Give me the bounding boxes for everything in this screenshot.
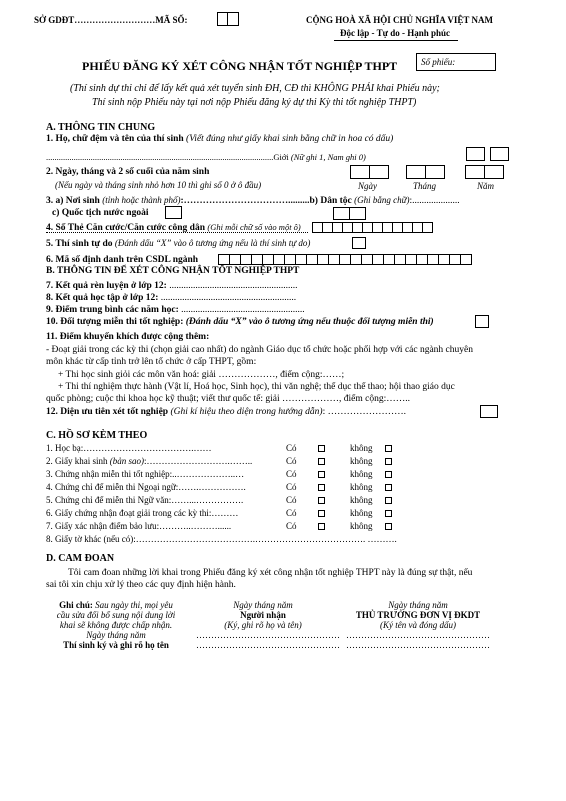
q11-label: 11. Điểm khuyến khích được cộng thêm: xyxy=(46,332,210,342)
nguoi-nhan-date-line: Ngày tháng năm xyxy=(233,600,293,610)
birth-day-box-1[interactable] xyxy=(350,165,370,179)
section-b-heading: B. THÔNG TIN ĐỂ XÉT CÔNG NHẬN TỐT NGHIỆP THPT xyxy=(46,266,300,276)
ghi-chu-block xyxy=(46,600,186,650)
khong-label-4: không xyxy=(350,482,373,492)
attachment-label: 5. Chứng chỉ để miễn thi Ngữ văn: xyxy=(46,495,172,505)
co-label-4: Có xyxy=(286,482,297,492)
q9-row xyxy=(46,305,305,315)
q5-label: 5. Thí sinh tự do xyxy=(46,239,113,249)
birth-year-box-2[interactable] xyxy=(484,165,504,179)
khong-checkbox-1[interactable] xyxy=(385,445,392,452)
q4-hint: (Ghi mỗi chữ số vào một ô) xyxy=(207,222,301,232)
q7-label: 7. Kết quả rèn luyện ở lớp 12: xyxy=(46,281,167,291)
ghi-chu-line-1: Sau ngày thi, mọi yêu xyxy=(95,600,173,610)
khong-checkbox-3[interactable] xyxy=(385,471,392,478)
q1-gender-hint: (Nữ ghi 1, Nam ghi 0) xyxy=(290,152,366,162)
q11-para-3: + Thi học sinh giỏi các môn văn hoá: giải ………………, điểm cộng:……; xyxy=(58,370,345,380)
gender-box-2[interactable] xyxy=(490,147,509,161)
cam-doan-para-1: Tôi cam đoan những lời khai trong Phiếu đăng ký xét công nhận tốt nghiệp THPT này là đúng sự thật, nếu xyxy=(68,568,473,578)
q3-row xyxy=(46,195,460,206)
so-phieu-label: Số phiếu: xyxy=(421,57,456,67)
khong-label-5: không xyxy=(350,495,373,505)
attachment-item-1 xyxy=(46,443,212,453)
nguoi-nhan-sign-line-2[interactable]: ………………………………………… xyxy=(196,640,340,650)
note-line-2: Thí sinh nộp Phiếu này tại nơi nộp Phiếu đăng ký dự thi Kỳ thi tốt nghiệp THPT) xyxy=(92,97,417,108)
attachment-item-6 xyxy=(46,508,238,518)
gender-box[interactable] xyxy=(466,147,485,161)
khong-label-6: không xyxy=(350,508,373,518)
note-line-1: (Thí sinh dự thi chỉ để lấy kết quả xét tuyển sinh ĐH, CĐ thì KHÔNG PHẢI khai Phiếu này; xyxy=(70,83,440,94)
khong-label-1: không xyxy=(350,443,373,453)
birth-year-box-1[interactable] xyxy=(465,165,485,179)
q5-row xyxy=(46,238,310,249)
attachment-hint: (bản sao) xyxy=(109,456,144,466)
section-c-heading: C. HỒ SƠ KÈM THEO xyxy=(46,430,148,441)
attachment-dots: ……………………………….…… xyxy=(83,443,212,453)
attachment-label: 7. Giấy xác nhận điểm bảo lưu: xyxy=(46,521,160,531)
q12-row xyxy=(46,407,406,417)
ghi-chu-line-3: khai sẽ không được chấp nhận. xyxy=(59,620,173,630)
nguoi-nhan-hint: (Ký, ghi rõ họ và tên) xyxy=(224,620,302,630)
attachment-label: 2. Giấy khai sinh xyxy=(46,456,108,466)
q11-para-5: quốc phòng; cuộc thi khoa học kỹ thuật; viết thư quốc tế: giải ………………, điểm cộng:…….. xyxy=(46,394,410,404)
birth-day-box-2[interactable] xyxy=(369,165,389,179)
dan-toc-box-2[interactable] xyxy=(349,207,366,220)
q10-row xyxy=(46,317,434,327)
q1-row xyxy=(46,134,393,144)
nguoi-nhan-sign-line-1[interactable]: ………………………………………… xyxy=(196,630,340,640)
motto-underline xyxy=(334,40,458,41)
q7-dots: ...................................................... xyxy=(166,281,298,291)
co-label-7: Có xyxy=(286,521,297,531)
motto: Độc lập - Tự do - Hạnh phúc xyxy=(340,28,451,38)
q3b-dots: :.................... xyxy=(409,196,460,206)
q1-name-line xyxy=(46,152,366,162)
q10-hint: (Đánh dấu “X” vào ô tương ứng nếu thuộc đối tượng miễn thi) xyxy=(185,317,434,327)
q2-month-label: Tháng xyxy=(413,181,437,191)
q8-label: 8. Kết quả học tập ở lớp 12: xyxy=(46,293,159,303)
khong-checkbox-7[interactable] xyxy=(385,523,392,530)
co-checkbox-2[interactable] xyxy=(318,458,325,465)
khong-label-7: không xyxy=(350,521,373,531)
co-label-5: Có xyxy=(286,495,297,505)
q4-label: 4. Số Thẻ Căn cước/Căn cước công dân xyxy=(46,223,205,233)
q1-label: 1. Họ, chữ đệm và tên của thí sinh xyxy=(46,134,184,144)
attachment-label: 4. Chứng chỉ để miễn thi Ngoại ngữ: xyxy=(46,482,179,492)
dan-toc-box-1[interactable] xyxy=(333,207,350,220)
birth-month-box-2[interactable] xyxy=(425,165,445,179)
attachment-label: 1. Học bạ: xyxy=(46,443,84,453)
q8-dots: ......................................................... xyxy=(158,293,297,303)
dien-uu-tien-box[interactable] xyxy=(480,405,498,418)
attachment-item-3 xyxy=(46,469,244,479)
thu-truong-sign-line-2[interactable]: ………………………………………… xyxy=(346,640,490,650)
attachment-item-4 xyxy=(46,482,246,492)
ma-so-box-2[interactable] xyxy=(227,12,239,26)
form-title: PHIẾU ĐĂNG KÝ XÉT CÔNG NHẬN TỐT NGHIỆP THPT xyxy=(82,59,398,73)
attachment-item-5 xyxy=(46,495,243,505)
khong-label-3: không xyxy=(350,469,373,479)
q9-label: 9. Điểm trung bình các năm học: xyxy=(46,305,179,315)
nguoi-nhan-label: Người nhận xyxy=(240,610,286,620)
co-checkbox-6[interactable] xyxy=(318,510,325,517)
thi-sinh-date-line: Ngày tháng năm xyxy=(86,630,146,640)
attachment-dots: ………..………...... xyxy=(159,521,232,531)
nguoi-nhan-block xyxy=(196,600,340,650)
thu-truong-date-line: Ngày tháng năm xyxy=(388,600,448,610)
attachment-item-2 xyxy=(46,456,252,466)
attachment-dots: ……… xyxy=(211,508,239,518)
q3-hint: (tỉnh hoặc thành phố) xyxy=(102,195,181,205)
q12-dots: : ……………………. xyxy=(322,407,406,417)
q4-underline xyxy=(46,232,308,233)
attachment-dots: …….……………. xyxy=(178,482,246,492)
q6-label: 6. Mã số định danh trên CSDL ngành xyxy=(46,255,199,265)
q11-para-4: + Thi thí nghiệm thực hành (Vật lí, Hoá học, Sinh học), thi văn nghệ; thể dục thể thao; hội thao giáo dục xyxy=(58,382,455,392)
co-checkbox-4[interactable] xyxy=(318,484,325,491)
attachment-dots: ……...……………. xyxy=(171,495,244,505)
thu-truong-hint: (Ký tên và đóng dấu) xyxy=(380,620,456,630)
mien-thi-box[interactable] xyxy=(475,315,489,328)
q5-hint: (Đánh dấu “X” vào ô tương ứng nếu là thí sinh tự do) xyxy=(114,238,311,248)
q8-row xyxy=(46,293,296,303)
ghi-chu-line-2: cầu sửa đổi bổ sung nội dung lời xyxy=(56,610,176,620)
co-label-6: Có xyxy=(286,508,297,518)
khong-checkbox-6[interactable] xyxy=(385,510,392,517)
q1-dots: ...........................................................................................................Giới xyxy=(46,152,289,162)
co-checkbox-1[interactable] xyxy=(318,445,325,452)
q9-dots: .................................................... xyxy=(178,305,305,315)
khong-checkbox-4[interactable] xyxy=(385,484,392,491)
khong-checkbox-5[interactable] xyxy=(385,497,392,504)
so-phieu-box[interactable] xyxy=(416,53,496,71)
khong-label-2: không xyxy=(350,456,373,466)
thi-sinh-tu-do-box[interactable] xyxy=(352,237,366,249)
attachment-dots: :……………………….…….. xyxy=(144,456,253,466)
q2-hint: (Nếu ngày và tháng sinh nhỏ hơn 10 thì ghi số 0 ở ô đầu) xyxy=(55,180,262,190)
khong-checkbox-2[interactable] xyxy=(385,458,392,465)
q3b-label: Dân tộc xyxy=(320,196,352,206)
co-checkbox-5[interactable] xyxy=(318,497,325,504)
q2-year-label: Năm xyxy=(477,181,495,191)
q3c-label: c) Quốc tịch nước ngoài xyxy=(52,208,149,218)
q2-label: 2. Ngày, tháng và 2 số cuối của năm sinh xyxy=(46,167,210,177)
q2-day-label: Ngày xyxy=(358,181,377,191)
thu-truong-block xyxy=(340,600,496,650)
so-gddt-label: SỞ GDĐT………………………MÃ SỐ: xyxy=(34,15,188,25)
co-checkbox-7[interactable] xyxy=(318,523,325,530)
attachment-label: 3. Chứng nhận miễn thi tốt nghiệp: xyxy=(46,469,173,479)
cccd-cells[interactable] xyxy=(312,220,432,238)
co-label-1: Có xyxy=(286,443,297,453)
co-checkbox-3[interactable] xyxy=(318,471,325,478)
co-label-2: Có xyxy=(286,456,297,466)
q11-para-1: - Đoạt giải trong các kỳ thi (chọn giải cao nhất) do ngành Giáo dục tổ chức hoặc phối hợp với các ngành chuyên xyxy=(46,345,473,355)
q11-para-2: môn khác từ cấp tỉnh trở lên tổ chức ở cấp THPT, gồm: xyxy=(46,357,257,367)
q12-label: 12. Diện ưu tiên xét tốt nghiệp xyxy=(46,407,169,417)
co-label-3: Có xyxy=(286,469,297,479)
cam-doan-para-2: sai tôi xin chịu xử lý theo các quy định hiện hành. xyxy=(46,580,236,590)
thu-truong-sign-line-1[interactable]: ………………………………………… xyxy=(346,630,490,640)
q3-label: 3. a) Nơi sinh xyxy=(46,196,100,206)
q10-label: 10. Đối tượng miễn thi tốt nghiệp: xyxy=(46,317,184,327)
q1-hint: (Viết đúng như giấy khai sinh bằng chữ in hoa có dấu) xyxy=(186,134,394,144)
q3-dots: :…………………………….........b) xyxy=(180,196,318,206)
q3b-hint: (Ghi bằng chữ) xyxy=(354,195,410,205)
q12-hint: (Ghi kí hiệu theo diện trong hướng dẫn) xyxy=(170,407,323,417)
ghi-chu-label: Ghi chú: xyxy=(59,600,93,610)
section-a-heading: A. THÔNG TIN CHUNG xyxy=(46,122,156,133)
birth-month-box-1[interactable] xyxy=(406,165,426,179)
attachment-dots: ..………………..… xyxy=(172,469,245,479)
thu-truong-label: THỦ TRƯỞNG ĐƠN VỊ ĐKDT xyxy=(355,610,481,620)
attachment-item-8: 8. Giấy tờ khác (nếu có):………………………………….………………………………. ………. xyxy=(46,534,397,544)
attachment-item-7 xyxy=(46,521,231,531)
attachment-label: 6. Giấy chứng nhận đoạt giải trong các kỳ thi: xyxy=(46,508,212,518)
thi-sinh-sign-label: Thí sinh ký và ghi rõ họ tên xyxy=(63,640,169,650)
country-name: CỘNG HOÀ XÃ HỘI CHỦ NGHĨA VIỆT NAM xyxy=(306,15,493,25)
q7-row xyxy=(46,281,297,291)
quoc-tich-box[interactable] xyxy=(165,206,182,219)
section-d-heading: D. CAM ĐOAN xyxy=(46,553,115,564)
